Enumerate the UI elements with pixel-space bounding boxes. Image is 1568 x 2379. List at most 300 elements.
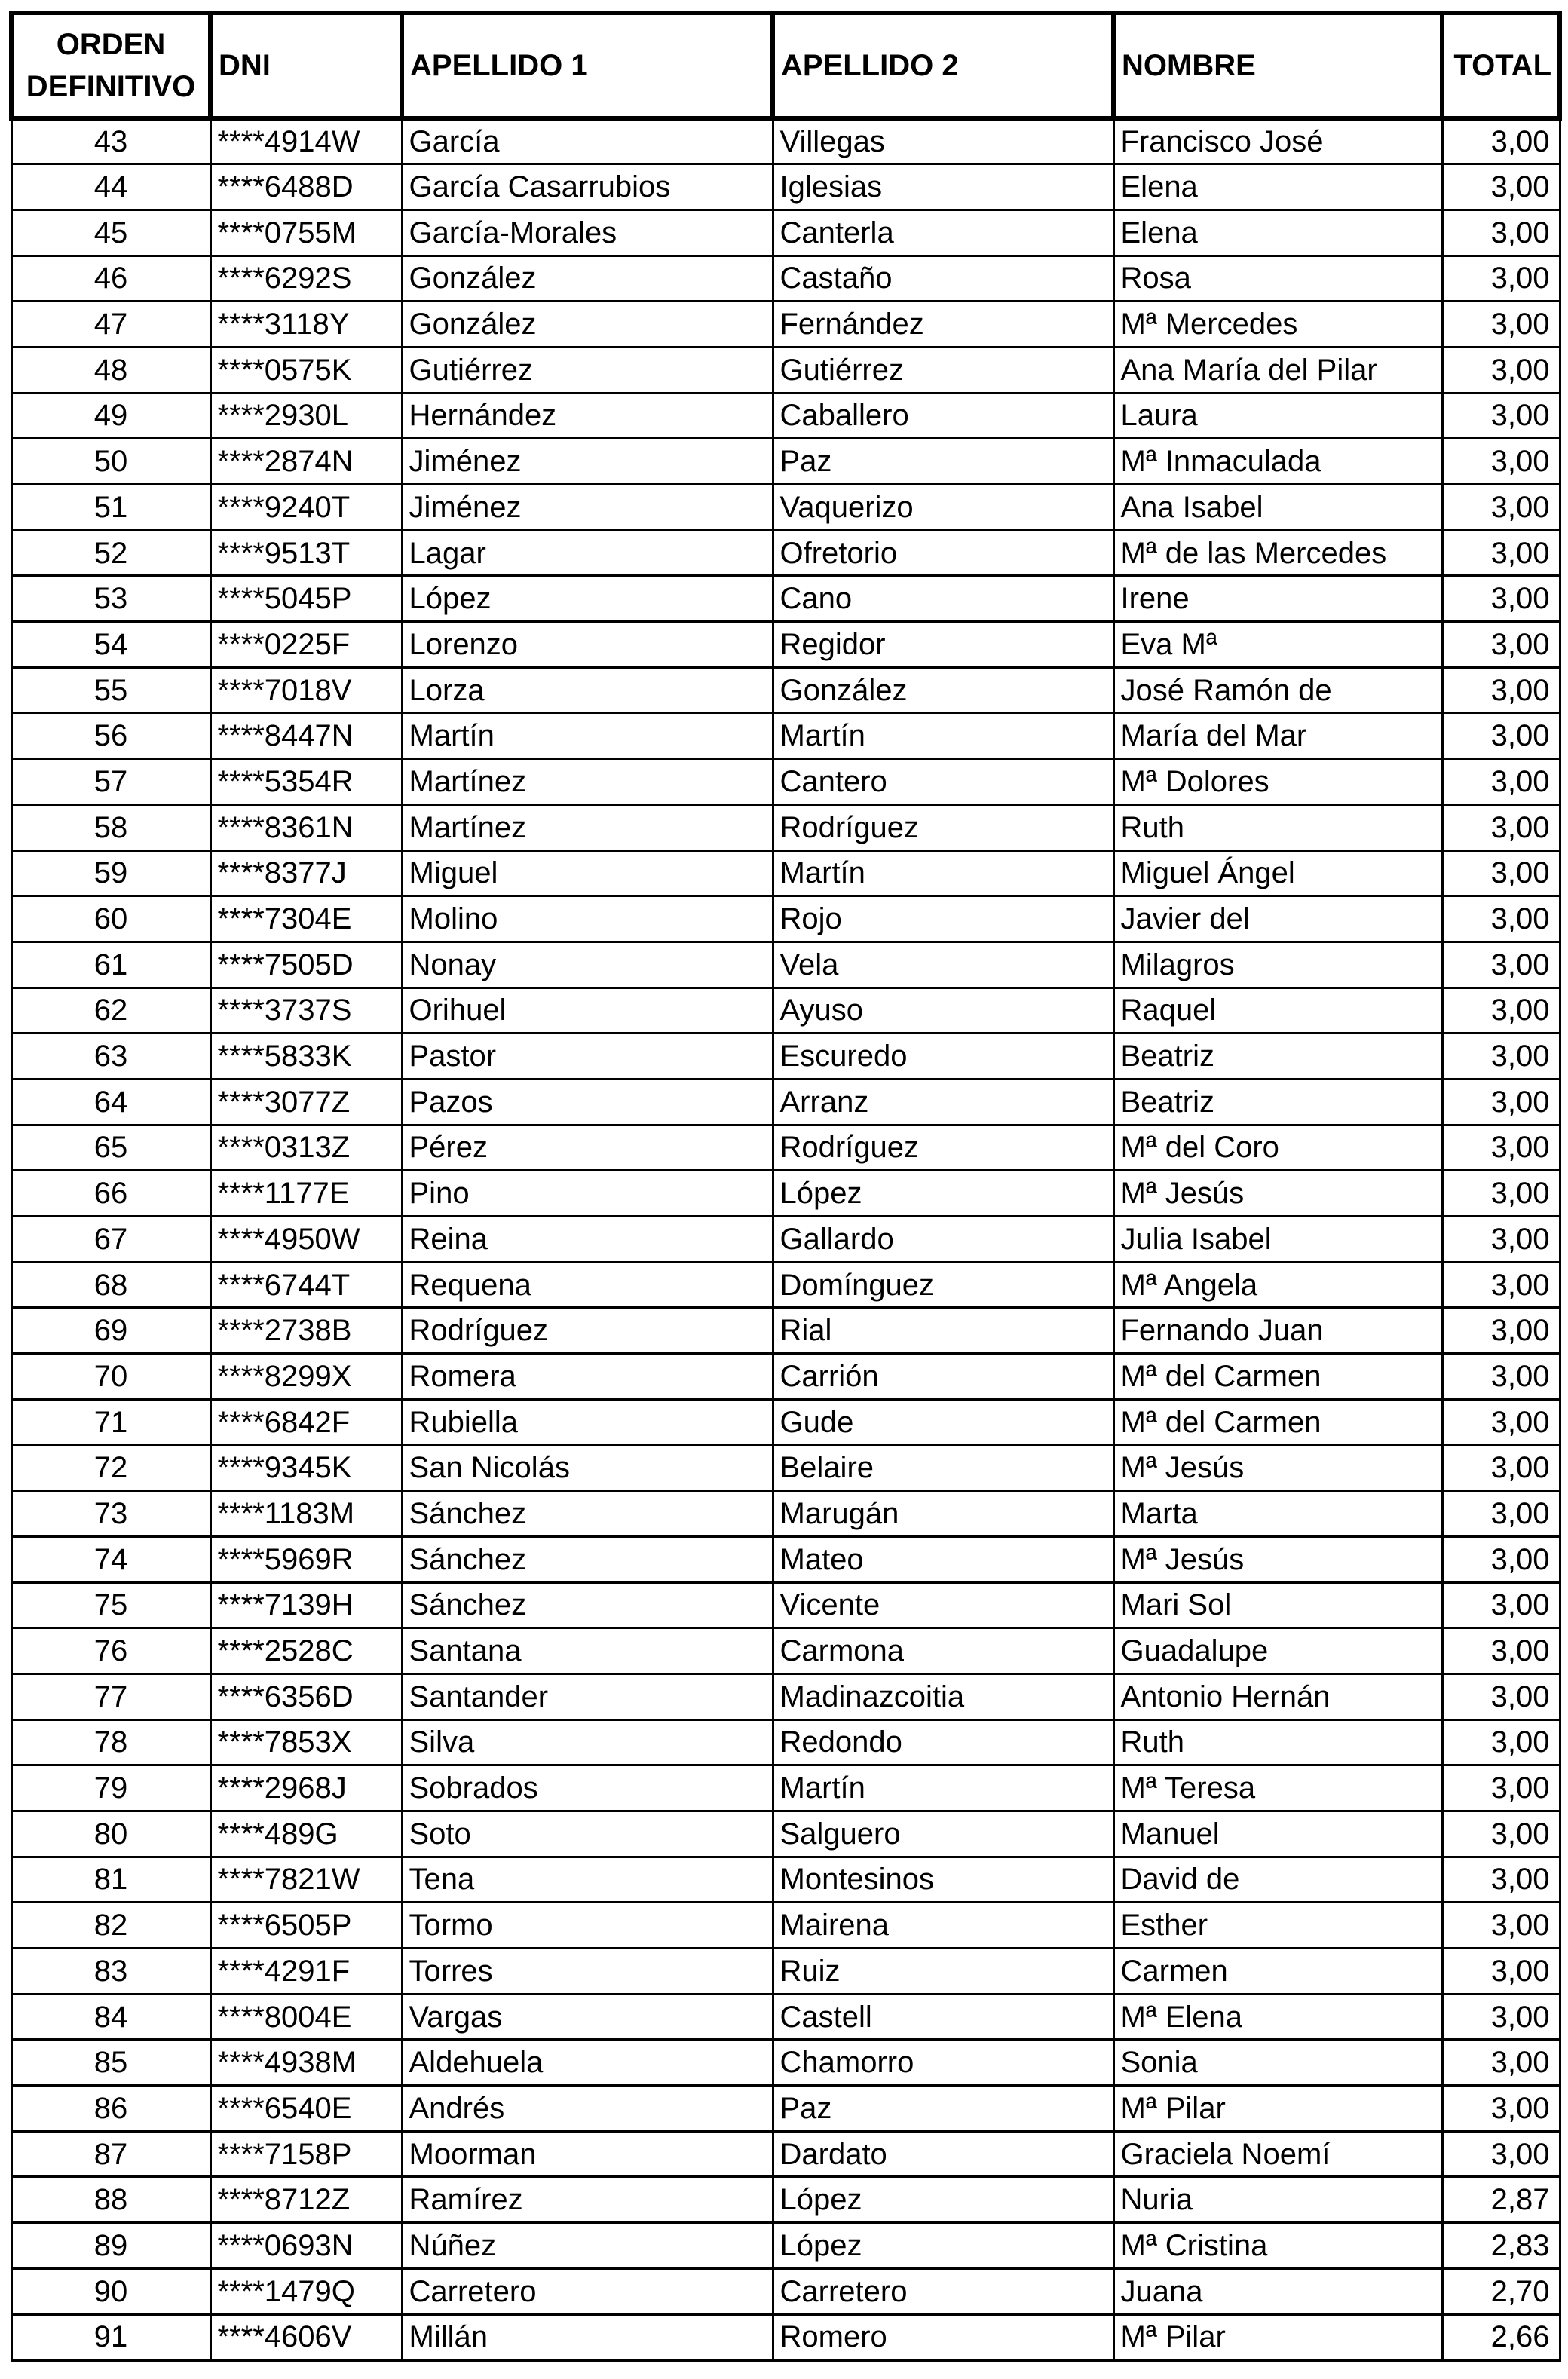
cell-total: 3,00: [1442, 1491, 1560, 1537]
cell-total: 3,00: [1442, 941, 1560, 987]
cell-total: 3,00: [1442, 439, 1560, 485]
cell-dni: ****5969R: [210, 1536, 402, 1582]
cell-apellido-2: Salguero: [773, 1811, 1113, 1857]
cell-apellido-2: Canterla: [773, 210, 1113, 256]
cell-dni: ****6842F: [210, 1399, 402, 1445]
cell-apellido-1: Aldehuela: [402, 2040, 773, 2086]
cell-apellido-2: Romero: [773, 2314, 1113, 2360]
cell-dni: ****0693N: [210, 2223, 402, 2269]
cell-total: 3,00: [1442, 1079, 1560, 1125]
cell-nombre: Mari Sol: [1113, 1582, 1442, 1628]
cell-orden: 90: [11, 2268, 210, 2314]
cell-total: 3,00: [1442, 1582, 1560, 1628]
cell-total: 3,00: [1442, 530, 1560, 576]
header-orden-line1: ORDEN: [56, 28, 166, 61]
cell-orden: 46: [11, 256, 210, 302]
table-row: [11, 1354, 1560, 1400]
cell-nombre: Julia Isabel: [1113, 1217, 1442, 1263]
table-row: [11, 1949, 1560, 1995]
cell-apellido-1: Soto: [402, 1811, 773, 1857]
cell-nombre: Mª Angela: [1113, 1262, 1442, 1308]
table-row: [11, 1171, 1560, 1217]
cell-total: 3,00: [1442, 210, 1560, 256]
cell-orden: 77: [11, 1673, 210, 1719]
table-row: [11, 347, 1560, 393]
cell-apellido-2: Redondo: [773, 1719, 1113, 1765]
cell-apellido-1: Sánchez: [402, 1536, 773, 1582]
cell-apellido-2: Gutiérrez: [773, 347, 1113, 393]
cell-total: 2,70: [1442, 2268, 1560, 2314]
cell-orden: 81: [11, 1857, 210, 1903]
cell-dni: ****5354R: [210, 759, 402, 805]
cell-dni: ****3077Z: [210, 1079, 402, 1125]
cell-apellido-2: Gallardo: [773, 1217, 1113, 1263]
cell-orden: 87: [11, 2131, 210, 2177]
cell-nombre: Mª Mercedes: [1113, 302, 1442, 348]
header-row: [11, 13, 1560, 118]
table-row: [11, 576, 1560, 622]
cell-nombre: Laura: [1113, 393, 1442, 439]
cell-apellido-2: Escuredo: [773, 1033, 1113, 1079]
cell-nombre: Mª Teresa: [1113, 1765, 1442, 1811]
cell-orden: 49: [11, 393, 210, 439]
cell-apellido-1: Santana: [402, 1628, 773, 1674]
cell-orden: 83: [11, 1949, 210, 1995]
table-row: [11, 667, 1560, 713]
header-apellido-1: APELLIDO 1: [402, 13, 773, 118]
table-row: [11, 485, 1560, 531]
cell-total: 3,00: [1442, 256, 1560, 302]
cell-orden: 59: [11, 850, 210, 896]
table-row: [11, 118, 1560, 164]
table-row: [11, 1491, 1560, 1537]
cell-orden: 78: [11, 1719, 210, 1765]
cell-apellido-1: Orihuel: [402, 987, 773, 1033]
cell-dni: ****6505P: [210, 1903, 402, 1949]
cell-apellido-1: Romera: [402, 1354, 773, 1400]
table-row: [11, 1582, 1560, 1628]
cell-apellido-1: García Casarrubios: [402, 164, 773, 210]
cell-apellido-1: San Nicolás: [402, 1445, 773, 1491]
cell-nombre: Mª Jesús: [1113, 1445, 1442, 1491]
cell-nombre: Graciela Noemí: [1113, 2131, 1442, 2177]
table-row: [11, 302, 1560, 348]
cell-dni: ****6540E: [210, 2086, 402, 2132]
cell-dni: ****0225F: [210, 622, 402, 668]
cell-total: 3,00: [1442, 896, 1560, 942]
cell-apellido-2: Regidor: [773, 622, 1113, 668]
cell-apellido-1: Silva: [402, 1719, 773, 1765]
cell-apellido-2: Cantero: [773, 759, 1113, 805]
cell-orden: 45: [11, 210, 210, 256]
cell-dni: ****4914W: [210, 118, 402, 164]
cell-nombre: María del Mar: [1113, 713, 1442, 759]
cell-nombre: Sonia: [1113, 2040, 1442, 2086]
cell-apellido-2: Domínguez: [773, 1262, 1113, 1308]
cell-dni: ****9513T: [210, 530, 402, 576]
cell-total: 3,00: [1442, 667, 1560, 713]
cell-apellido-2: Martín: [773, 713, 1113, 759]
cell-orden: 72: [11, 1445, 210, 1491]
cell-apellido-1: Rubiella: [402, 1399, 773, 1445]
cell-orden: 84: [11, 1994, 210, 2040]
cell-total: 3,00: [1442, 1171, 1560, 1217]
table-row: [11, 2314, 1560, 2360]
table-row: [11, 210, 1560, 256]
cell-apellido-2: Caballero: [773, 393, 1113, 439]
cell-dni: ****4606V: [210, 2314, 402, 2360]
cell-total: 3,00: [1442, 1811, 1560, 1857]
cell-apellido-2: López: [773, 2223, 1113, 2269]
cell-total: 2,87: [1442, 2177, 1560, 2223]
cell-dni: ****7139H: [210, 1582, 402, 1628]
cell-nombre: Marta: [1113, 1491, 1442, 1537]
cell-nombre: Javier del: [1113, 896, 1442, 942]
table-row: [11, 2223, 1560, 2269]
cell-apellido-2: Carmona: [773, 1628, 1113, 1674]
cell-nombre: Carmen: [1113, 1949, 1442, 1995]
table-row: [11, 1719, 1560, 1765]
cell-total: 3,00: [1442, 1399, 1560, 1445]
cell-nombre: Ana Isabel: [1113, 485, 1442, 531]
table-row: [11, 1125, 1560, 1171]
table-row: [11, 1628, 1560, 1674]
cell-apellido-2: Iglesias: [773, 164, 1113, 210]
cell-total: 3,00: [1442, 164, 1560, 210]
cell-dni: ****2968J: [210, 1765, 402, 1811]
cell-dni: ****9345K: [210, 1445, 402, 1491]
cell-apellido-1: Requena: [402, 1262, 773, 1308]
cell-apellido-1: Moorman: [402, 2131, 773, 2177]
cell-nombre: Esther: [1113, 1903, 1442, 1949]
cell-dni: ****0575K: [210, 347, 402, 393]
table-header: [11, 13, 1560, 118]
cell-nombre: Milagros: [1113, 941, 1442, 987]
cell-dni: ****0313Z: [210, 1125, 402, 1171]
cell-dni: ****8299X: [210, 1354, 402, 1400]
cell-dni: ****5045P: [210, 576, 402, 622]
cell-apellido-1: García-Morales: [402, 210, 773, 256]
cell-apellido-1: Pérez: [402, 1125, 773, 1171]
table-row: [11, 530, 1560, 576]
cell-nombre: Beatriz: [1113, 1079, 1442, 1125]
table-row: [11, 804, 1560, 850]
cell-apellido-1: Sobrados: [402, 1765, 773, 1811]
cell-apellido-2: Rodríguez: [773, 804, 1113, 850]
header-apellido-2: APELLIDO 2: [773, 13, 1113, 118]
cell-nombre: Antonio Hernán: [1113, 1673, 1442, 1719]
cell-nombre: Ruth: [1113, 804, 1442, 850]
table-row: [11, 850, 1560, 896]
cell-apellido-2: Rial: [773, 1308, 1113, 1354]
cell-nombre: José Ramón de: [1113, 667, 1442, 713]
table-row: [11, 393, 1560, 439]
cell-orden: 44: [11, 164, 210, 210]
table-row: [11, 1217, 1560, 1263]
cell-orden: 82: [11, 1903, 210, 1949]
cell-dni: ****5833K: [210, 1033, 402, 1079]
cell-orden: 86: [11, 2086, 210, 2132]
table-row: [11, 2268, 1560, 2314]
cell-total: 3,00: [1442, 1308, 1560, 1354]
cell-apellido-1: López: [402, 576, 773, 622]
header-total: TOTAL: [1442, 13, 1560, 118]
cell-dni: ****4291F: [210, 1949, 402, 1995]
cell-apellido-1: Sánchez: [402, 1491, 773, 1537]
cell-apellido-2: Villegas: [773, 118, 1113, 164]
cell-nombre: Mª del Carmen: [1113, 1399, 1442, 1445]
cell-apellido-1: Rodríguez: [402, 1308, 773, 1354]
cell-total: 3,00: [1442, 1033, 1560, 1079]
cell-apellido-1: Hernández: [402, 393, 773, 439]
cell-apellido-2: Mateo: [773, 1536, 1113, 1582]
cell-apellido-1: Pastor: [402, 1033, 773, 1079]
cell-apellido-1: Tormo: [402, 1903, 773, 1949]
cell-dni: ****2874N: [210, 439, 402, 485]
cell-dni: ****8712Z: [210, 2177, 402, 2223]
cell-total: 3,00: [1442, 118, 1560, 164]
cell-apellido-1: Gutiérrez: [402, 347, 773, 393]
cell-total: 3,00: [1442, 759, 1560, 805]
cell-dni: ****7304E: [210, 896, 402, 942]
cell-apellido-2: Paz: [773, 2086, 1113, 2132]
cell-orden: 62: [11, 987, 210, 1033]
cell-total: 3,00: [1442, 2040, 1560, 2086]
cell-nombre: Eva Mª: [1113, 622, 1442, 668]
table-row: [11, 2131, 1560, 2177]
cell-apellido-2: Gude: [773, 1399, 1113, 1445]
cell-nombre: Mª del Coro: [1113, 1125, 1442, 1171]
cell-total: 3,00: [1442, 2131, 1560, 2177]
cell-apellido-2: Ayuso: [773, 987, 1113, 1033]
cell-orden: 53: [11, 576, 210, 622]
cell-nombre: Beatriz: [1113, 1033, 1442, 1079]
cell-apellido-2: Arranz: [773, 1079, 1113, 1125]
cell-total: 3,00: [1442, 713, 1560, 759]
cell-apellido-1: Reina: [402, 1217, 773, 1263]
cell-apellido-2: Dardato: [773, 2131, 1113, 2177]
table-row: [11, 439, 1560, 485]
cell-apellido-2: Castell: [773, 1994, 1113, 2040]
cell-total: 3,00: [1442, 1217, 1560, 1263]
table-row: [11, 1903, 1560, 1949]
cell-total: 3,00: [1442, 1673, 1560, 1719]
table-row: [11, 759, 1560, 805]
cell-dni: ****4950W: [210, 1217, 402, 1263]
cell-dni: ****1183M: [210, 1491, 402, 1537]
cell-orden: 91: [11, 2314, 210, 2360]
cell-dni: ****1479Q: [210, 2268, 402, 2314]
cell-total: 3,00: [1442, 347, 1560, 393]
cell-apellido-2: Chamorro: [773, 2040, 1113, 2086]
cell-orden: 63: [11, 1033, 210, 1079]
cell-nombre: Nuria: [1113, 2177, 1442, 2223]
cell-dni: ****2930L: [210, 393, 402, 439]
cell-orden: 75: [11, 1582, 210, 1628]
cell-apellido-1: Miguel: [402, 850, 773, 896]
cell-orden: 88: [11, 2177, 210, 2223]
cell-dni: ****3737S: [210, 987, 402, 1033]
cell-orden: 65: [11, 1125, 210, 1171]
cell-dni: ****8447N: [210, 713, 402, 759]
cell-dni: ****489G: [210, 1811, 402, 1857]
cell-apellido-1: Martínez: [402, 759, 773, 805]
cell-dni: ****6356D: [210, 1673, 402, 1719]
table-row: [11, 1765, 1560, 1811]
cell-apellido-2: Madinazcoitia: [773, 1673, 1113, 1719]
cell-dni: ****7158P: [210, 2131, 402, 2177]
cell-nombre: Rosa: [1113, 256, 1442, 302]
cell-total: 2,66: [1442, 2314, 1560, 2360]
cell-apellido-1: González: [402, 256, 773, 302]
cell-apellido-1: Andrés: [402, 2086, 773, 2132]
cell-nombre: Irene: [1113, 576, 1442, 622]
header-orden-definitivo: [11, 13, 210, 118]
cell-nombre: Mª Cristina: [1113, 2223, 1442, 2269]
table-row: [11, 1994, 1560, 2040]
cell-total: 3,00: [1442, 1354, 1560, 1400]
table-row: [11, 713, 1560, 759]
cell-nombre: Francisco José: [1113, 118, 1442, 164]
cell-orden: 74: [11, 1536, 210, 1582]
cell-total: 2,83: [1442, 2223, 1560, 2269]
cell-dni: ****8361N: [210, 804, 402, 850]
cell-orden: 61: [11, 941, 210, 987]
table-row: [11, 1673, 1560, 1719]
cell-apellido-2: Belaire: [773, 1445, 1113, 1491]
table-row: [11, 622, 1560, 668]
cell-apellido-1: Jiménez: [402, 439, 773, 485]
cell-orden: 51: [11, 485, 210, 531]
table-row: [11, 1445, 1560, 1491]
cell-dni: ****7853X: [210, 1719, 402, 1765]
cell-orden: 71: [11, 1399, 210, 1445]
cell-nombre: Mª Inmaculada: [1113, 439, 1442, 485]
cell-apellido-2: Cano: [773, 576, 1113, 622]
cell-dni: ****7018V: [210, 667, 402, 713]
table-row: [11, 1536, 1560, 1582]
cell-dni: ****0755M: [210, 210, 402, 256]
cell-apellido-1: González: [402, 302, 773, 348]
table-row: [11, 164, 1560, 210]
cell-apellido-1: Sánchez: [402, 1582, 773, 1628]
cell-total: 3,00: [1442, 850, 1560, 896]
cell-apellido-1: Tena: [402, 1857, 773, 1903]
cell-apellido-2: Rojo: [773, 896, 1113, 942]
cell-apellido-1: Martín: [402, 713, 773, 759]
cell-orden: 48: [11, 347, 210, 393]
results-table: [9, 11, 1562, 2362]
cell-total: 3,00: [1442, 1445, 1560, 1491]
cell-orden: 85: [11, 2040, 210, 2086]
cell-apellido-2: Montesinos: [773, 1857, 1113, 1903]
cell-orden: 76: [11, 1628, 210, 1674]
cell-apellido-2: Carretero: [773, 2268, 1113, 2314]
cell-orden: 89: [11, 2223, 210, 2269]
cell-apellido-2: Ofretorio: [773, 530, 1113, 576]
cell-orden: 70: [11, 1354, 210, 1400]
cell-apellido-1: Martínez: [402, 804, 773, 850]
table-row: [11, 1262, 1560, 1308]
cell-apellido-1: Núñez: [402, 2223, 773, 2269]
cell-apellido-2: Rodríguez: [773, 1125, 1113, 1171]
cell-apellido-1: Santander: [402, 1673, 773, 1719]
cell-apellido-1: Nonay: [402, 941, 773, 987]
cell-nombre: Guadalupe: [1113, 1628, 1442, 1674]
cell-apellido-1: Lorza: [402, 667, 773, 713]
cell-total: 3,00: [1442, 1949, 1560, 1995]
cell-apellido-2: González: [773, 667, 1113, 713]
cell-orden: 50: [11, 439, 210, 485]
header-dni: DNI: [210, 13, 402, 118]
cell-apellido-1: Lorenzo: [402, 622, 773, 668]
cell-orden: 54: [11, 622, 210, 668]
cell-apellido-2: Martín: [773, 850, 1113, 896]
cell-nombre: Elena: [1113, 210, 1442, 256]
cell-apellido-1: Molino: [402, 896, 773, 942]
cell-orden: 66: [11, 1171, 210, 1217]
cell-apellido-2: Vela: [773, 941, 1113, 987]
cell-nombre: Mª del Carmen: [1113, 1354, 1442, 1400]
cell-dni: ****6488D: [210, 164, 402, 210]
cell-orden: 52: [11, 530, 210, 576]
cell-total: 3,00: [1442, 302, 1560, 348]
cell-dni: ****7821W: [210, 1857, 402, 1903]
cell-apellido-1: Carretero: [402, 2268, 773, 2314]
table-row: [11, 1857, 1560, 1903]
table-body: [11, 118, 1560, 2360]
cell-nombre: Raquel: [1113, 987, 1442, 1033]
cell-apellido-1: Jiménez: [402, 485, 773, 531]
cell-apellido-1: Pino: [402, 1171, 773, 1217]
cell-total: 3,00: [1442, 1765, 1560, 1811]
cell-apellido-1: Ramírez: [402, 2177, 773, 2223]
table-row: [11, 2086, 1560, 2132]
cell-apellido-2: Vaquerizo: [773, 485, 1113, 531]
cell-apellido-1: Millán: [402, 2314, 773, 2360]
table-row: [11, 1033, 1560, 1079]
cell-nombre: Elena: [1113, 164, 1442, 210]
cell-dni: ****8004E: [210, 1994, 402, 2040]
table-row: [11, 987, 1560, 1033]
cell-orden: 73: [11, 1491, 210, 1537]
table-row: [11, 941, 1560, 987]
cell-orden: 56: [11, 713, 210, 759]
cell-nombre: Mª Pilar: [1113, 2086, 1442, 2132]
cell-orden: 58: [11, 804, 210, 850]
cell-total: 3,00: [1442, 485, 1560, 531]
cell-apellido-2: Paz: [773, 439, 1113, 485]
cell-nombre: Ruth: [1113, 1719, 1442, 1765]
table-row: [11, 2177, 1560, 2223]
cell-dni: ****3118Y: [210, 302, 402, 348]
table-row: [11, 2040, 1560, 2086]
cell-orden: 64: [11, 1079, 210, 1125]
cell-dni: ****2528C: [210, 1628, 402, 1674]
cell-apellido-2: Ruiz: [773, 1949, 1113, 1995]
table-row: [11, 1811, 1560, 1857]
cell-orden: 57: [11, 759, 210, 805]
cell-total: 3,00: [1442, 1262, 1560, 1308]
cell-nombre: Mª Elena: [1113, 1994, 1442, 2040]
cell-apellido-1: Lagar: [402, 530, 773, 576]
cell-dni: ****6744T: [210, 1262, 402, 1308]
table-row: [11, 1079, 1560, 1125]
cell-nombre: Juana: [1113, 2268, 1442, 2314]
cell-total: 3,00: [1442, 622, 1560, 668]
table-row: [11, 1399, 1560, 1445]
cell-total: 3,00: [1442, 1719, 1560, 1765]
